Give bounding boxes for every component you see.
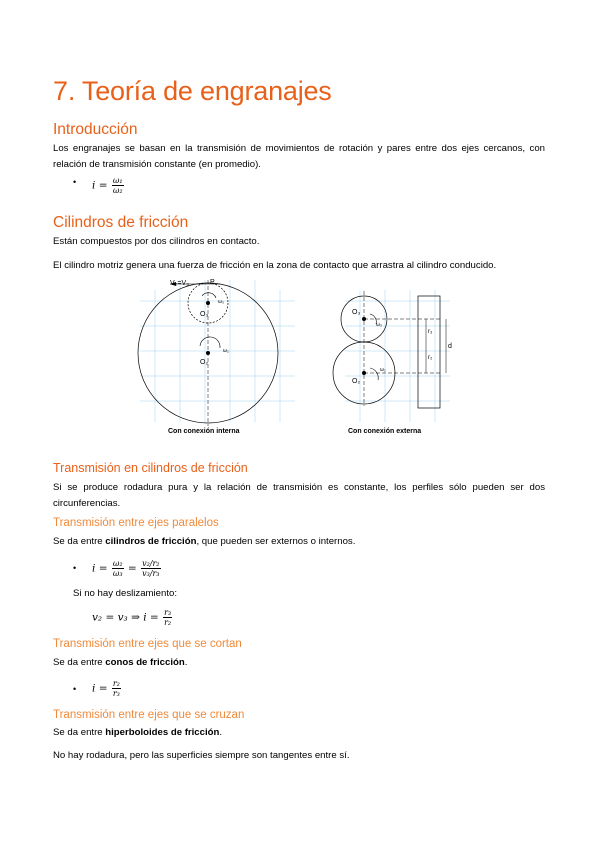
o3-label-right: O₃ — [352, 309, 361, 316]
cruzan-paragraph: Se da entre hiperboloides de fricción. — [53, 727, 223, 738]
intro-bullet: • — [73, 177, 77, 187]
caption-external: Con conexión externa — [348, 428, 422, 435]
cruzan-heading: Transmisión entre ejes que se cruzan — [53, 709, 245, 721]
cortan-bullet: • — [73, 684, 77, 694]
no-slip-text: Si no hay deslizamiento: — [73, 588, 177, 599]
paralelos-heading: Transmisión entre ejes paralelos — [53, 517, 219, 529]
intro-formula: i = $\frac{\text{ω₁}}{\text{ω₂}}$ — [92, 176, 123, 195]
right-grid — [345, 290, 450, 422]
r2-label: r₂ — [428, 355, 433, 361]
transmision-heading: Transmisión en cilindros de fricción — [53, 461, 248, 475]
intro-heading: Introducción — [53, 121, 138, 138]
w2-label-left: ω₂ — [223, 348, 229, 354]
cortan-heading: Transmisión entre ejes que se cortan — [53, 638, 242, 650]
paralelos-bullet: • — [73, 563, 77, 573]
transmision-paragraph: Si se produce rodadura pura y la relación de transmisión es constante, los perfiles sólo pueden ser dos circunferencias. — [53, 482, 545, 509]
friction-cylinders-figure — [130, 276, 460, 436]
w2-label-right: ω₂ — [380, 367, 386, 373]
distance-label: d — [448, 343, 452, 350]
o2-label-right: O₂ — [352, 378, 361, 385]
velocity-label: V₂=V₃ — [170, 280, 189, 287]
intro-paragraph: Los engranajes se basan en la transmisión de movimientos de rotación y pares entre dos ejes cercanos, con relación de transmisión constante (en promedio). — [53, 143, 545, 170]
contact-point-label: P — [210, 279, 215, 286]
side-view — [418, 296, 440, 408]
cruzan-paragraph-2: No hay rodadura, pero las superficies siempre son tangentes entre sí. — [53, 750, 350, 761]
no-slip-formula: v₂ = v₃ ⇒ i = $\frac{\text{r₃}}{\text{r₂}}$ — [92, 608, 172, 627]
w3-label-right: ω₃ — [376, 322, 382, 328]
cilindros-paragraph-1: Están compuestos por dos cilindros en contacto. — [53, 236, 260, 247]
o2-label-left: O₂ — [200, 359, 209, 366]
r3-label: r₃ — [428, 329, 433, 335]
paralelos-paragraph: Se da entre cilindros de fricción, que pueden ser externos o internos. — [53, 536, 356, 547]
o3-label-left: O₃ — [200, 311, 209, 318]
cortan-formula: i = $\frac{\text{r₂}}{\text{r₃}}$ — [92, 679, 120, 698]
cilindros-paragraph-2: El cilindro motriz genera una fuerza de fricción en la zona de contacto que arrastra al cilindro conducido. — [53, 260, 497, 271]
cilindros-heading: Cilindros de fricción — [53, 214, 189, 231]
w3-label-left: ω₃ — [218, 299, 224, 305]
paralelos-formula: i = $\frac{\text{ω₂}}{\text{ω₃}}$ = $\frac{\text{v₂/r₂}}{\text{v₃/r₃}}$ — [92, 559, 160, 578]
page-title: 7. Teoría de engranajes — [53, 76, 332, 106]
caption-internal: Con conexión interna — [168, 428, 240, 435]
cortan-paragraph: Se da entre conos de fricción. — [53, 657, 188, 668]
